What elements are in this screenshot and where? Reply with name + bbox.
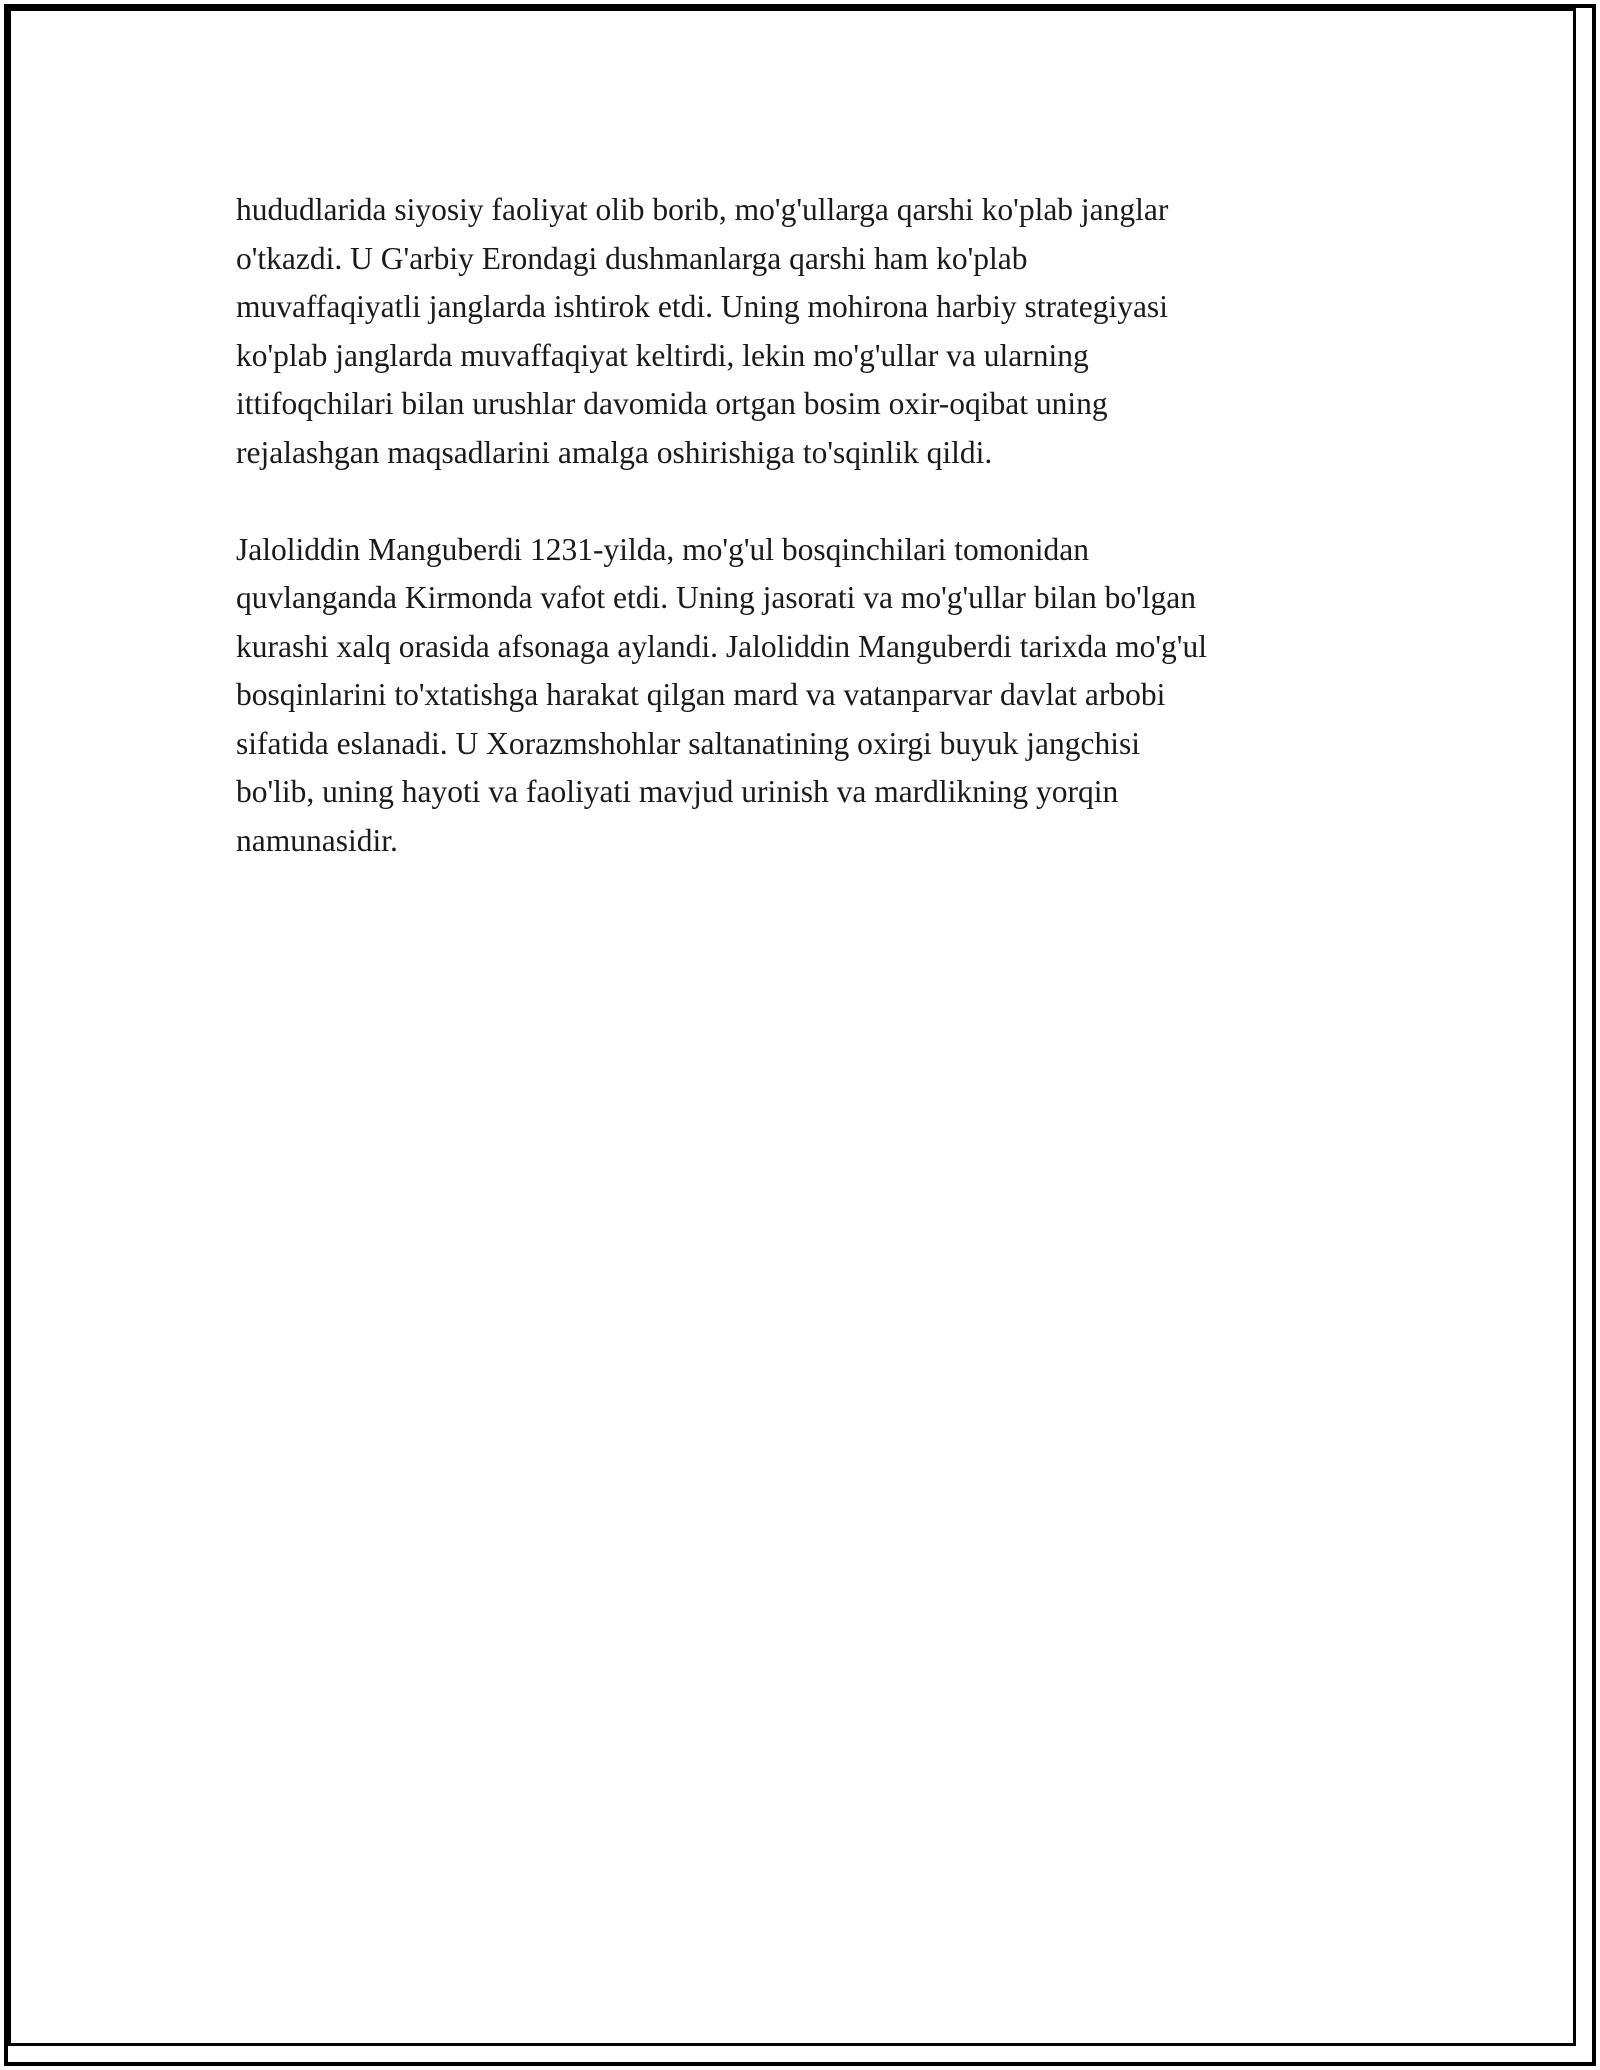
paragraph-line: ittifoqchilari bilan urushlar davomida ortgan bosim oxir-oqibat uning — [236, 386, 1108, 421]
paragraph-line: muvaffaqiyatli janglarda ishtirok etdi. Uning mohirona harbiy strategiyasi — [236, 289, 1168, 324]
paragraph-line: bo'lib, uning hayoti va faoliyati mavjud urinish va mardlikning yorqin — [236, 774, 1119, 809]
paragraph-1 — [236, 186, 1396, 477]
paragraph-line: quvlanganda Kirmonda vafot etdi. Uning jasorati va mo'g'ullar bilan bo'lgan — [236, 580, 1197, 615]
paragraph-line: rejalashgan maqsadlarini amalga oshirishiga to'sqinlik qildi. — [236, 434, 993, 470]
paragraph-line: o'tkazdi. U G'arbiy Erondagi dushmanlarga qarshi ham ko'plab — [236, 240, 1028, 276]
paragraph-line: Jaloliddin Manguberdi 1231-yilda, mo'g'ul bosqinchilari tomonidan — [236, 531, 1089, 567]
paragraph-2 — [236, 526, 1396, 866]
paragraph-line: bosqinlarini to'xtatishga harakat qilgan mard va vatanparvar davlat arbobi — [236, 677, 1166, 712]
paragraph-line: ko'plab janglarda muvaffaqiyat keltirdi, lekin mo'g'ullar va ularning — [236, 337, 1089, 373]
document-body — [236, 186, 1396, 865]
paragraph-line: kurashi xalq orasida afsonaga aylandi. Jaloliddin Manguberdi tarixda mo'g'ul — [236, 628, 1207, 664]
paragraph-line: hududlarida siyosiy faoliyat olib borib, mo'g'ullarga qarshi ko'plab janglar — [236, 192, 1169, 227]
paragraph-line: sifatida eslanadi. U Xorazmshohlar saltanatining oxirgi buyuk jangchisi — [236, 725, 1140, 761]
paragraph-line: namunasidir. — [236, 822, 398, 858]
